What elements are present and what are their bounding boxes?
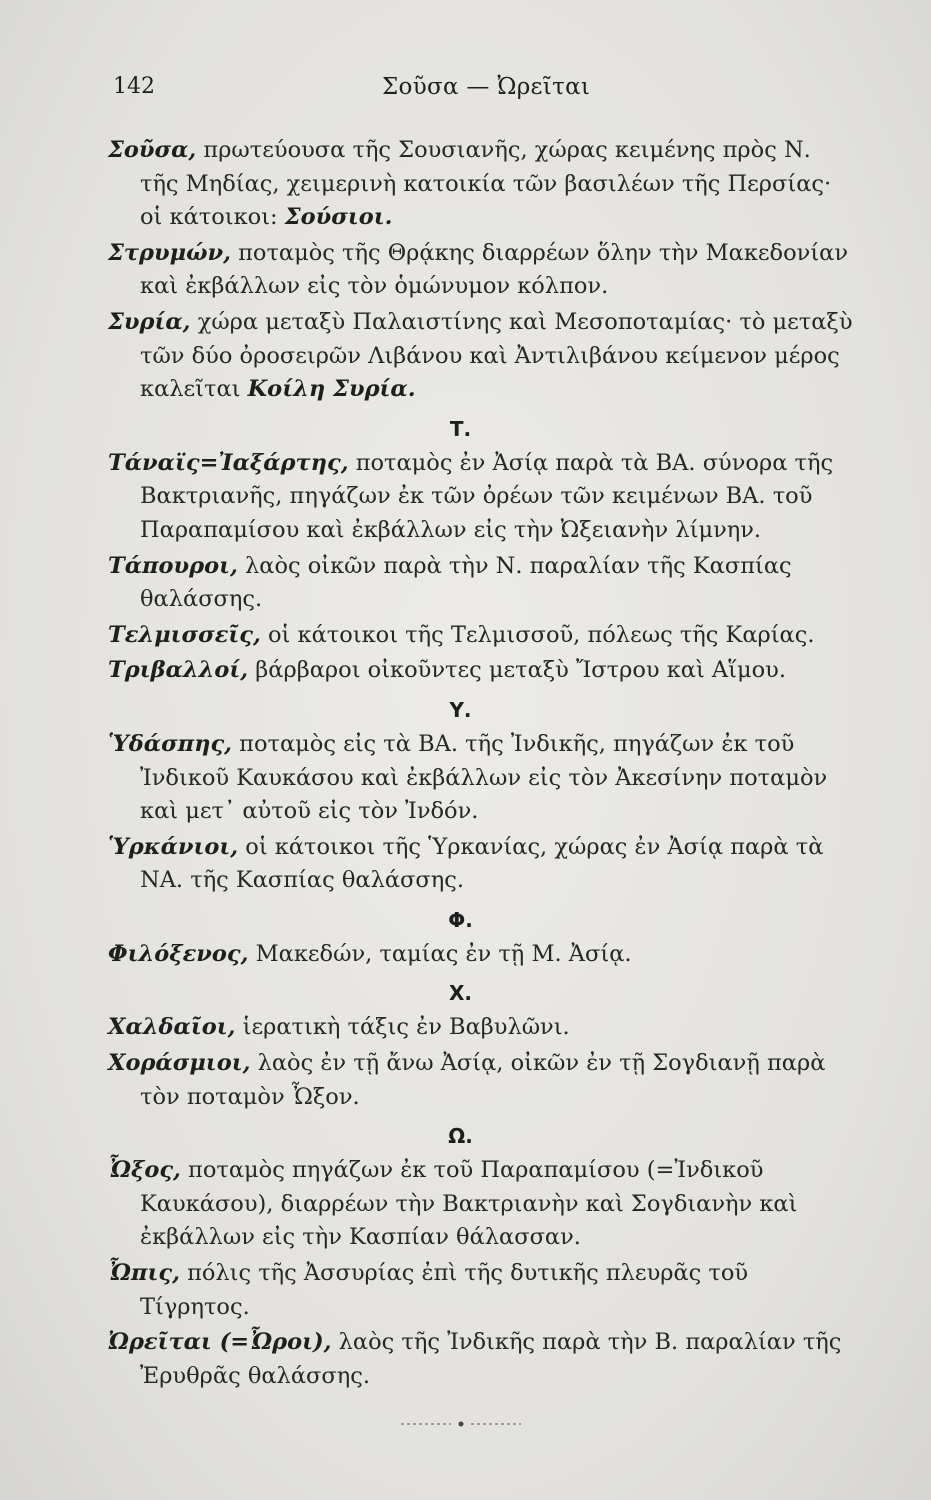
section-letter-phi: Φ. <box>448 907 473 932</box>
entry-headword: Φιλόξενος, <box>108 940 249 967</box>
entry-headword: Χαλδαῖοι, <box>108 1014 236 1041</box>
entry-headword: Ὑδάσπης, <box>108 730 233 757</box>
section-letter-chi: Χ. <box>448 981 473 1006</box>
entry-telmisseis <box>108 619 853 653</box>
page-header <box>0 68 931 108</box>
entry-description: ποταμὸς τῆς Θρᾴκης διαρρέων ὅλην τὴν Μακεδονίαν καὶ ἐκβάλλων εἰς τὸν ὁμώνυμον κόλπον. <box>140 239 849 300</box>
entry-headword: Τάπουροι, <box>108 552 238 579</box>
entry-headword: Ὠρεῖται (=Ὦροι), <box>108 1329 332 1356</box>
entry-description: ἱερατικὴ τάξις ἐν Βαβυλῶνι. <box>242 1014 570 1041</box>
entry-headword: Συρία, <box>108 308 191 335</box>
entry-headword: Τάναϊς=Ἰαξάρτης, <box>108 449 349 476</box>
entry-triballoi <box>108 654 853 688</box>
entry-term: Κοίλη Συρία. <box>247 376 416 403</box>
entry-philoxenos <box>108 938 853 972</box>
ornament-line-icon <box>401 1419 521 1429</box>
entry-term: Σούσιοι. <box>284 204 393 231</box>
glossary-body <box>108 134 853 1443</box>
entry-headword: Σοῦσα, <box>108 137 197 163</box>
entry-description: οἱ κάτοικοι τῆς Ὑρκανίας, χώρας ἐν Ἀσίᾳ παρὰ τὰ ΝΑ. τῆς Κασπίας θαλάσσης. <box>140 833 824 894</box>
entry-opis <box>108 1257 853 1324</box>
entry-description: ποταμὸς ἐν Ἀσίᾳ παρὰ τὰ ΒΑ. σύνορα τῆς Βακτριανῆς, πηγάζων ἐκ τῶν ὀρέων τῶν κειμένων ΒΑ. τοῦ Παραπαμίσου καὶ ἐκβάλλων εἰς τὴν Ὠξειανὴν λίμνην. <box>140 449 834 543</box>
entry-description: χώρα μεταξὺ Παλαιστίνης καὶ Μεσοποταμίας· τὸ μεταξὺ τῶν δύο ὀροσειρῶν Λιβάνου καὶ Ἀντιλιβάνου κείμενον μέρος καλεῖται <box>140 308 853 403</box>
entry-strymon <box>108 237 853 304</box>
entry-description: λαὸς οἰκῶν παρὰ τὴν Ν. παραλίαν τῆς Κασπίας θαλάσσης. <box>140 552 792 613</box>
entry-description: ποταμὸς εἰς τὰ ΒΑ. τῆς Ἰνδικῆς, πηγάζων ἐκ τοῦ Ἰνδικοῦ Καυκάσου καὶ ἐκβάλλων εἰς τὸν Ἀκεσίνην ποταμὸν καὶ μετ᾽ αὐτοῦ εἰς τὸν Ἰνδόν. <box>140 730 828 825</box>
entry-description: βάρβαροι οἰκοῦντες μεταξὺ Ἴστρου καὶ Αἵμου. <box>255 657 787 684</box>
entry-headword: Ὦπις, <box>108 1260 180 1287</box>
entry-sousa <box>108 134 853 235</box>
running-title: Σοῦσα — Ὠρεῖται <box>382 74 591 100</box>
entry-tanais <box>108 447 853 548</box>
entry-headword: Τριβαλλοί, <box>108 657 249 684</box>
section-letter-upsilon: Υ. <box>449 697 472 722</box>
entry-chaldaioi <box>108 1011 853 1045</box>
entry-tapouroi <box>108 550 853 617</box>
entry-description: πόλις τῆς Ἀσσυρίας ἐπὶ τῆς δυτικῆς πλευρᾶς τοῦ Τίγρητος. <box>140 1260 749 1320</box>
page-number: 142 <box>113 74 155 99</box>
entry-chorasmioi <box>108 1047 853 1114</box>
entry-oreitai <box>108 1326 853 1393</box>
entry-description: πρωτεύουσα τῆς Σουσιανῆς, χώρας κειμένης πρὸς Ν. τῆς Μηδίας, χειμερινὴ κατοικία τῶν βασιλέων τῆς Περσίας· οἱ κάτοικοι: <box>140 137 832 231</box>
entry-headword: Τελμισσεῖς, <box>108 621 261 648</box>
section-letter-omega: Ω. <box>448 1124 473 1149</box>
entry-headword: Ὑρκάνιοι, <box>108 833 239 860</box>
entry-headword: Ὦξος, <box>108 1157 181 1184</box>
entry-description: οἱ κάτοικοι τῆς Τελμισσοῦ, πόλεως τῆς Καρίας. <box>268 621 815 648</box>
entry-description: λαὸς τῆς Ἰνδικῆς παρὰ τὴν Β. παραλίαν τῆς Ἐρυθρᾶς θαλάσσης. <box>140 1329 842 1389</box>
entry-description: λαὸς ἐν τῇ ἄνω Ἀσίᾳ, οἰκῶν ἐν τῇ Σογδιανῇ παρὰ τὸν ποταμὸν Ὦξον. <box>140 1050 826 1110</box>
entry-description: ποταμὸς πηγάζων ἐκ τοῦ Παραπαμίσου (=Ἰνδικοῦ Καυκάσου), διαρρέων τὴν Βακτριανὴν καὶ Σογδιανὴν καὶ ἐκβάλλων εἰς τὴν Κασπίαν θάλασσαν. <box>140 1157 798 1251</box>
entry-hyrkanioi <box>108 831 853 898</box>
entry-syria <box>108 306 853 407</box>
entry-headword: Στρυμών, <box>108 239 231 266</box>
entry-headword: Χοράσμιοι, <box>108 1050 251 1077</box>
section-letter-tau: Τ. <box>449 416 472 441</box>
entry-description: Μακεδών, ταμίας ἐν τῇ Μ. Ἀσίᾳ. <box>255 940 632 967</box>
entry-oxos <box>108 1154 853 1255</box>
end-ornament-icon <box>108 1409 853 1443</box>
entry-hydaspes <box>108 728 853 829</box>
